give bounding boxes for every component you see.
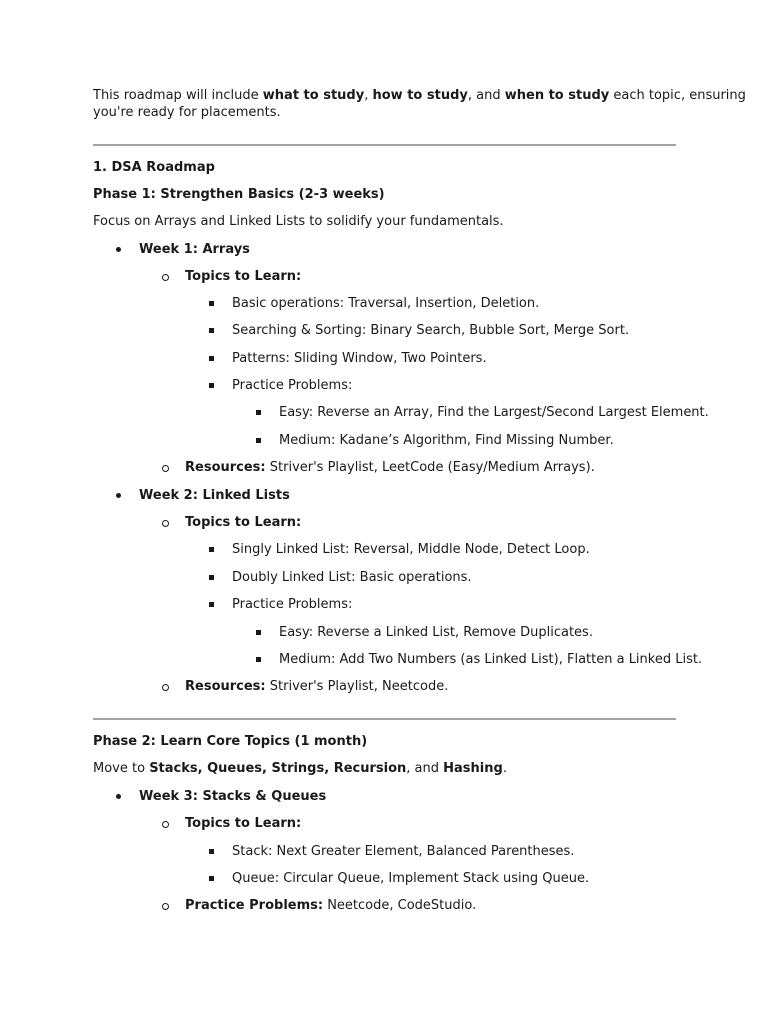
list-item: Doubly Linked List: Basic operations. — [232, 570, 472, 585]
week-3-title: Week 3: Stacks & Queues — [139, 789, 327, 804]
bullet-square-icon — [209, 383, 214, 388]
intro-text: each topic, ensuring — [609, 88, 746, 103]
bullet-square-icon — [256, 410, 261, 415]
list-item: Singly Linked List: Reversal, Middle Node, Detect Loop. — [232, 542, 590, 557]
week-1-title: Week 1: Arrays — [139, 242, 250, 257]
phase-1-title: Phase 1: Strengthen Basics (2-3 weeks) — [93, 187, 385, 202]
bullet-disc-icon — [116, 247, 121, 252]
bullet-square-icon — [256, 438, 261, 443]
week-1-topics-label: Topics to Learn: — [185, 269, 302, 284]
list-item: Medium: Kadane’s Algorithm, Find Missing Number. — [279, 433, 614, 448]
list-item: Patterns: Sliding Window, Two Pointers. — [232, 351, 487, 366]
week-2-title: Week 2: Linked Lists — [139, 488, 290, 503]
bullet-disc-icon — [116, 493, 121, 498]
bullet-disc-icon — [116, 794, 121, 799]
phase-2-description: Move to Stacks, Queues, Strings, Recursion, and Hashing. — [93, 761, 507, 776]
list-item: Stack: Next Greater Element, Balanced Parentheses. — [232, 844, 575, 859]
list-item: Queue: Circular Queue, Implement Stack using Queue. — [232, 871, 590, 886]
bullet-square-icon — [209, 356, 214, 361]
week-1-resources: Resources: Striver's Playlist, LeetCode (Easy/Medium Arrays). — [185, 460, 595, 475]
bullet-circle-icon — [162, 520, 169, 527]
intro-line-2: you're ready for placements. — [93, 105, 281, 120]
list-item: Easy: Reverse an Array, Find the Largest/Second Largest Element. — [279, 405, 709, 420]
bullet-square-icon — [256, 630, 261, 635]
phase-1-description: Focus on Arrays and Linked Lists to solidify your fundamentals. — [93, 214, 504, 229]
bullet-square-icon — [209, 876, 214, 881]
week-3-topics-label: Topics to Learn: — [185, 816, 302, 831]
intro-bold-what: what to study — [262, 88, 365, 103]
bullet-square-icon — [256, 657, 261, 662]
phase-2-title: Phase 2: Learn Core Topics (1 month) — [93, 734, 368, 749]
intro-text: , — [364, 88, 373, 103]
list-item: Basic operations: Traversal, Insertion, Deletion. — [232, 296, 540, 311]
bullet-circle-icon — [162, 821, 169, 828]
week-3-practice: Practice Problems: Neetcode, CodeStudio. — [185, 898, 477, 913]
bullet-circle-icon — [162, 903, 169, 910]
list-item: Practice Problems: — [232, 378, 353, 393]
horizontal-rule — [93, 718, 676, 720]
intro-line-1 — [93, 87, 746, 104]
intro-bold-when: when to study — [504, 88, 610, 103]
list-item: Practice Problems: — [232, 597, 353, 612]
list-item: Easy: Reverse a Linked List, Remove Duplicates. — [279, 625, 593, 640]
bullet-square-icon — [209, 328, 214, 333]
bullet-square-icon — [209, 301, 214, 306]
week-2-topics-label: Topics to Learn: — [185, 515, 302, 530]
bullet-circle-icon — [162, 274, 169, 281]
bullet-circle-icon — [162, 465, 169, 472]
bullet-square-icon — [209, 547, 214, 552]
horizontal-rule — [93, 144, 676, 146]
bullet-circle-icon — [162, 684, 169, 691]
list-item: Medium: Add Two Numbers (as Linked List), Flatten a Linked List. — [279, 652, 703, 667]
week-2-resources: Resources: Striver's Playlist, Neetcode. — [185, 679, 449, 694]
bullet-square-icon — [209, 602, 214, 607]
intro-bold-how: how to study — [372, 88, 468, 103]
bullet-square-icon — [209, 849, 214, 854]
intro-text: , and — [467, 88, 505, 103]
intro-text: This roadmap will include — [93, 88, 263, 103]
section-heading: 1. DSA Roadmap — [93, 160, 215, 175]
bullet-square-icon — [209, 575, 214, 580]
list-item: Searching & Sorting: Binary Search, Bubble Sort, Merge Sort. — [232, 323, 630, 338]
